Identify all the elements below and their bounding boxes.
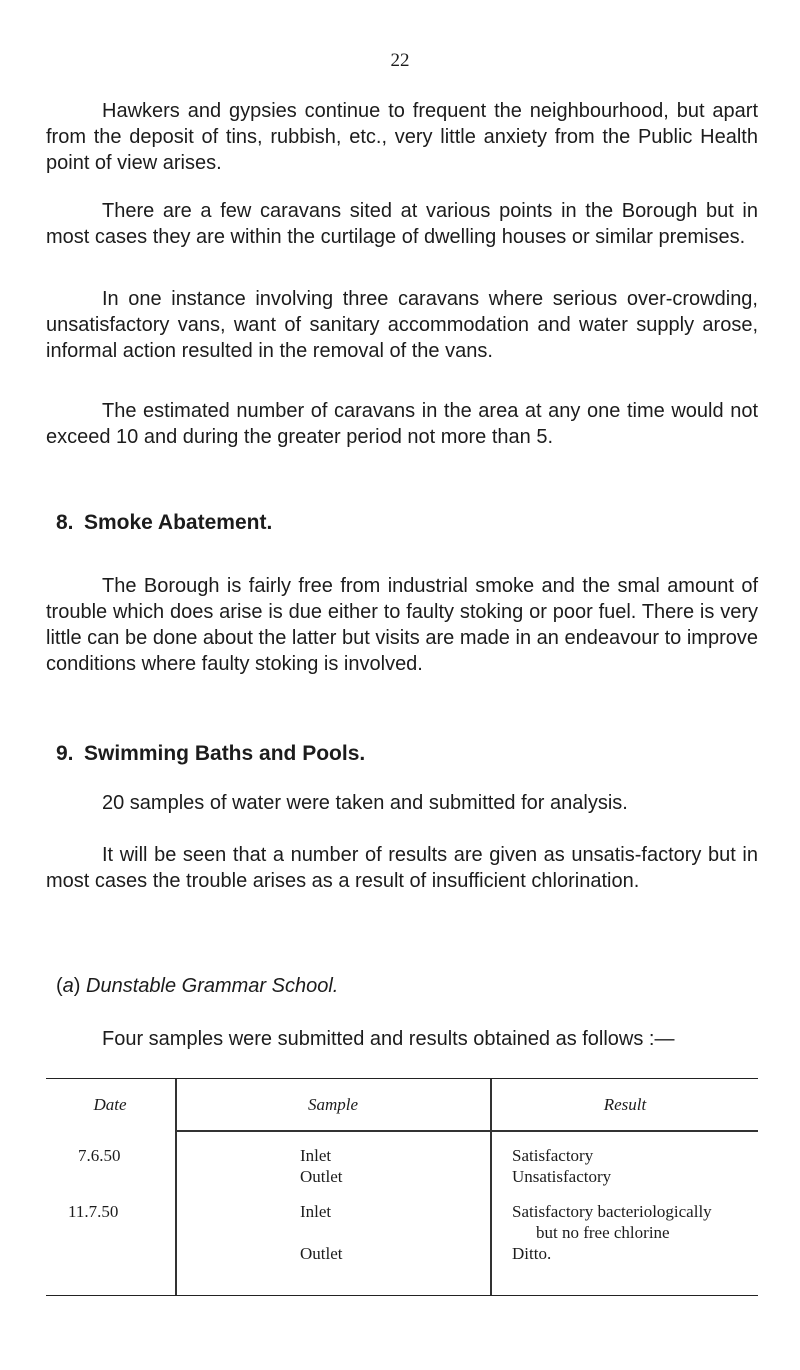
table-cell-sample: Outlet: [300, 1167, 343, 1186]
table-cell-result: Ditto.: [512, 1244, 552, 1263]
section-9-results-text: It will be seen that a number of results are given as unsatis-factory but in most cases the trouble arises as a result of insufficient chlorination.: [46, 844, 758, 892]
table-cell-sample: Inlet: [300, 1202, 332, 1221]
page-number: 22: [390, 50, 410, 71]
table-cell-date: 7.6.50: [78, 1146, 121, 1165]
table-header-sample: Sample: [307, 1095, 359, 1114]
section-8-title: Smoke Abatement.: [84, 511, 273, 534]
table-cell-date: 11.7.50: [68, 1202, 119, 1221]
table-cell-result: Satisfactory: [512, 1146, 594, 1165]
subsection-a-paren-open: (: [56, 975, 63, 997]
paragraph-caravan-estimate: The estimated number of caravans in the area at any one time would not exceed 10 and during the greater period not more than 5.: [46, 400, 758, 448]
section-9-heading: [56, 742, 365, 766]
table-header-result: Result: [603, 1095, 647, 1114]
results-table: [46, 1078, 758, 1296]
table-cell-sample: Outlet: [300, 1244, 343, 1263]
subsection-a-title: Dunstable Grammar School.: [86, 975, 339, 997]
table-cell-result: Unsatisfactory: [512, 1167, 612, 1186]
subsection-a-intro: Four samples were submitted and results obtained as follows :—: [102, 1028, 675, 1050]
subsection-a-paren-close: ): [73, 975, 81, 997]
subsection-a-marker: a: [62, 975, 74, 997]
paragraph-caravans-sited: There are a few caravans sited at various points in the Borough but in most cases they are within the curtilage of dwelling houses or similar premises.: [46, 200, 758, 248]
paragraph-overcrowding: In one instance involving three caravans where serious over-crowding, unsatisfactory vans, want of sanitary accommodation and water supply arose, informal action resulted in the removal of the vans.: [46, 288, 758, 362]
section-9-number: 9.: [56, 742, 74, 765]
table-cell-sample: Inlet: [300, 1146, 332, 1165]
table-cell-result: but no free chlorine: [536, 1223, 670, 1242]
section-8-heading: [56, 511, 272, 535]
table-header-rule: [176, 1130, 758, 1132]
section-8-text: The Borough is fairly free from industrial smoke and the smal amount of trouble which does arise is due either to faulty stoking or poor fuel. There is very little can be done about the latter but visits are made in an endeavour to improve conditions where faulty stoking is involved.: [46, 575, 758, 675]
table-header-date: Date: [93, 1095, 127, 1114]
section-8-number: 8.: [56, 511, 74, 534]
subsection-a-heading: [56, 975, 338, 998]
table-cell-result: Satisfactory bacteriologically: [512, 1202, 712, 1221]
section-9-title: Swimming Baths and Pools.: [84, 742, 366, 765]
paragraph-hawkers: Hawkers and gypsies continue to frequent the neighbourhood, but apart from the deposit of tins, rubbish, etc., very little anxiety from the Public Health point of view arises.: [46, 100, 758, 174]
section-9-samples-text: 20 samples of water were taken and submitted for analysis.: [102, 792, 628, 814]
